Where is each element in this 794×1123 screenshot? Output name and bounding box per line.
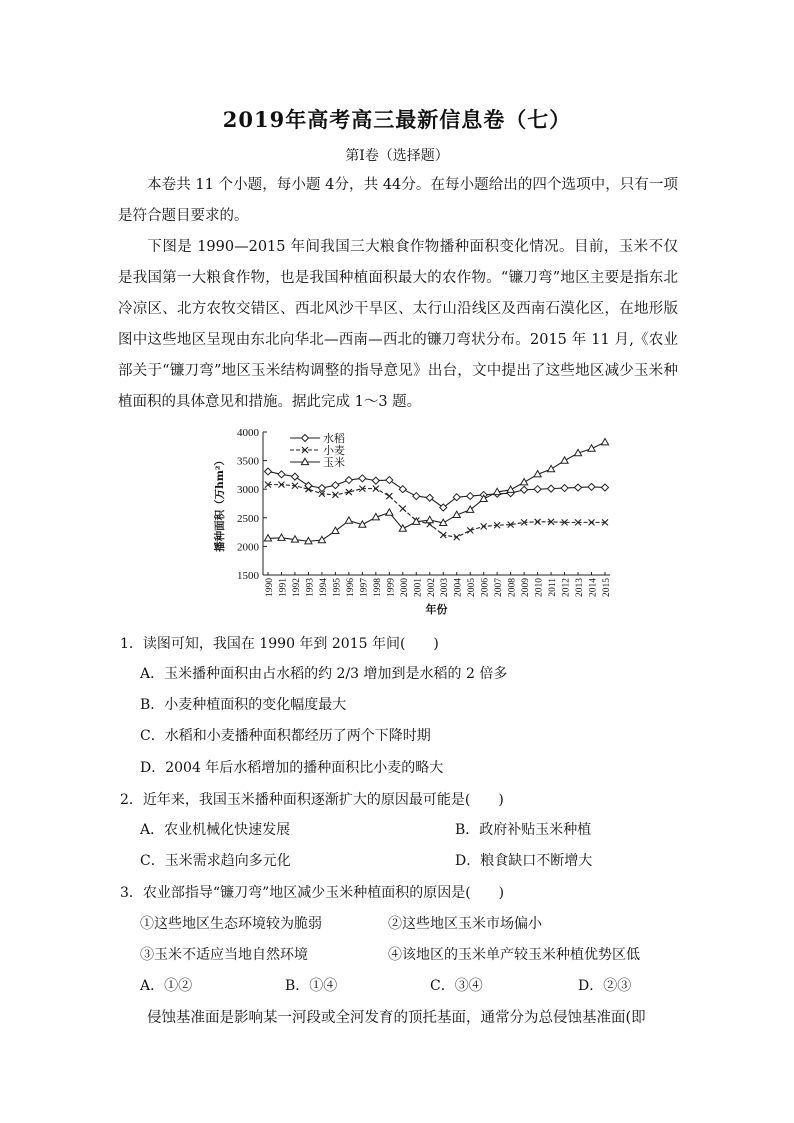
data-point <box>521 486 528 493</box>
instructions-paragraph <box>118 170 678 232</box>
data-point <box>345 477 352 484</box>
q1-option-a[interactable]: A．玉米播种面积由占水稻的约 2/3 增加到是水稻的 2 倍多 <box>140 666 508 682</box>
legend-marker <box>301 458 308 464</box>
data-point <box>561 485 568 492</box>
x-tick-label: 2009 <box>521 578 532 597</box>
data-point <box>399 486 406 493</box>
series-diamond <box>265 468 609 511</box>
y-tick-label: 3000 <box>237 484 259 497</box>
legend-item <box>290 455 345 469</box>
x-tick-label: 2008 <box>507 578 518 597</box>
legend-item <box>290 431 345 445</box>
x-axis-title: 年份 <box>425 603 448 616</box>
question-1-stem: 1．读图可知，我国在 1990 年到 2015 年间( ) <box>120 636 439 652</box>
x-tick-label: 2012 <box>561 578 572 597</box>
data-point <box>373 486 379 492</box>
data-point <box>588 483 595 490</box>
q3-statement-1: ①这些地区生态环境较为脆弱 <box>140 916 322 932</box>
x-tick-label: 2006 <box>480 578 491 597</box>
y-tick-label: 3500 <box>237 455 259 468</box>
data-point <box>426 494 433 501</box>
data-point <box>413 493 420 500</box>
q3-option-b[interactable]: B．①④ <box>285 978 338 994</box>
series-line <box>268 442 605 541</box>
data-point <box>426 516 433 522</box>
data-point <box>332 527 339 533</box>
q2-option-a[interactable]: A．农业机械化快速发展 <box>140 822 291 838</box>
data-point <box>400 506 406 512</box>
question-3-stem: 3．农业部指导“镰刀弯”地区减少玉米种植面积的原因是( ) <box>120 885 505 901</box>
x-tick-label: 2004 <box>453 578 464 597</box>
data-point <box>548 485 555 492</box>
series-line <box>268 471 605 507</box>
x-tick-label: 2013 <box>575 578 586 597</box>
data-point <box>359 475 366 482</box>
y-tick-label: 4000 <box>237 427 259 439</box>
q1-option-d[interactable]: D．2004 年后水稻增加的播种面积比小麦的略大 <box>140 760 444 776</box>
x-tick-label: 1993 <box>305 578 316 597</box>
x-tick-label: 1990 <box>265 578 275 597</box>
data-point <box>467 493 474 500</box>
data-point <box>575 484 582 491</box>
y-axis-title: 播种面积（万hm²） <box>214 455 226 552</box>
next-passage-text: 侵蚀基准面是影响某一河段或全河发育的顶托基面，通常分为总侵蚀基准面(即 <box>147 1010 646 1026</box>
data-point <box>386 477 393 484</box>
data-point <box>386 493 392 499</box>
data-point <box>332 482 339 489</box>
q3-statement-3: ③玉米不适应当地自然环境 <box>140 947 308 963</box>
x-tick-label: 1996 <box>345 578 356 597</box>
next-passage-paragraph <box>118 1005 678 1031</box>
x-tick-label: 2015 <box>602 578 612 597</box>
y-tick-label: 2500 <box>237 512 259 525</box>
series-triangle <box>264 438 608 543</box>
sown-area-line-chart <box>205 420 625 618</box>
data-point <box>535 519 541 525</box>
y-tick-label: 1500 <box>237 570 259 582</box>
x-tick-label: 2001 <box>413 578 424 597</box>
passage-text: 下图是 1990—2015 年间我国三大粮食作物播种面积变化情况。目前，玉米不仅是我国第一大粮食作物，也是我国种植面积最大的农作物。“镰刀弯”地区主要是指东北冷凉区、北方农牧交错区、西北风沙干旱区、太行山沿线区及西南石漠化区，在地形版图中这些地区呈现由东北向华北—西南—西北的镰刀弯状分布。2015 年 11 月,《农业部关于“镰刀弯”地区玉米结构调整的指导意见》出台，文中提出了这些地区减少玉米种植面积的具体意见和措施。据此完成 1～3 题。 <box>118 239 678 410</box>
q2-option-d[interactable]: D．粮食缺口不断增大 <box>455 853 593 869</box>
data-point <box>345 517 352 523</box>
page-title: 2019年高考高三最新信息卷（七） <box>222 107 572 132</box>
x-tick-label: 1991 <box>278 578 289 597</box>
series-line <box>268 485 605 538</box>
legend-label: 小麦 <box>323 444 345 457</box>
data-point <box>507 486 514 492</box>
data-point <box>547 465 554 471</box>
x-tick-label: 2014 <box>588 578 599 597</box>
q1-option-c[interactable]: C．水稻和小麦播种面积都经历了两个下降时期 <box>140 728 431 744</box>
data-point <box>602 484 609 491</box>
x-tick-label: 2007 <box>494 578 505 597</box>
x-tick-label: 1998 <box>372 578 383 597</box>
instructions-text: 本卷共 11 个小题，每小题 4分，共 44分。在每小题给出的四个选项中，只有一项是符合题目要求的。 <box>118 177 678 224</box>
data-point <box>278 534 285 540</box>
q3-option-a[interactable]: A．①② <box>140 978 193 994</box>
data-point <box>467 506 474 512</box>
data-point <box>386 509 393 515</box>
data-point <box>467 527 473 533</box>
data-point <box>521 479 528 485</box>
data-point <box>601 438 608 444</box>
x-tick-label: 2000 <box>399 578 410 597</box>
x-tick-label: 1994 <box>318 578 329 597</box>
q2-option-b[interactable]: B．政府补贴玉米种植 <box>455 822 592 838</box>
legend-item <box>290 443 345 457</box>
x-tick-label: 1997 <box>359 578 370 597</box>
q3-statement-4: ④该地区的玉米单产较玉米种植优势区低 <box>388 947 640 963</box>
legend-marker <box>302 435 309 442</box>
q2-option-c[interactable]: C．玉米需求趋向多元化 <box>140 853 291 869</box>
data-point <box>318 536 325 542</box>
x-tick-label: 2002 <box>426 578 437 597</box>
x-tick-label: 1999 <box>386 578 397 597</box>
data-point <box>265 468 272 475</box>
x-tick-label: 2005 <box>467 578 478 597</box>
legend-label: 玉米 <box>323 456 345 469</box>
question-2-stem: 2．近年来，我国玉米播种面积逐渐扩大的原因最可能是( ) <box>120 792 504 808</box>
section-subtitle: 第Ⅰ卷（选择题） <box>345 148 449 164</box>
passage-paragraph <box>118 232 678 418</box>
data-point <box>589 519 595 525</box>
x-tick-label: 2003 <box>440 578 451 597</box>
x-tick-label: 2011 <box>548 578 559 597</box>
y-tick-label: 2000 <box>237 541 259 554</box>
x-tick-label: 1992 <box>291 578 302 597</box>
data-point <box>291 473 298 480</box>
q3-option-d[interactable]: D．②③ <box>578 978 632 994</box>
data-point <box>561 457 568 463</box>
q1-option-b[interactable]: B．小麦种植面积的变化幅度最大 <box>140 697 347 713</box>
data-point <box>372 477 379 484</box>
x-tick-label: 1995 <box>332 578 343 597</box>
x-tick-label: 2010 <box>534 578 545 597</box>
data-point <box>318 485 325 492</box>
q3-statement-2: ②这些地区玉米市场偏小 <box>388 916 542 932</box>
series-cross <box>265 482 608 541</box>
legend-label: 水稻 <box>323 432 345 445</box>
q3-option-c[interactable]: C．③④ <box>430 978 483 994</box>
data-point <box>534 486 541 493</box>
data-point <box>278 471 285 478</box>
